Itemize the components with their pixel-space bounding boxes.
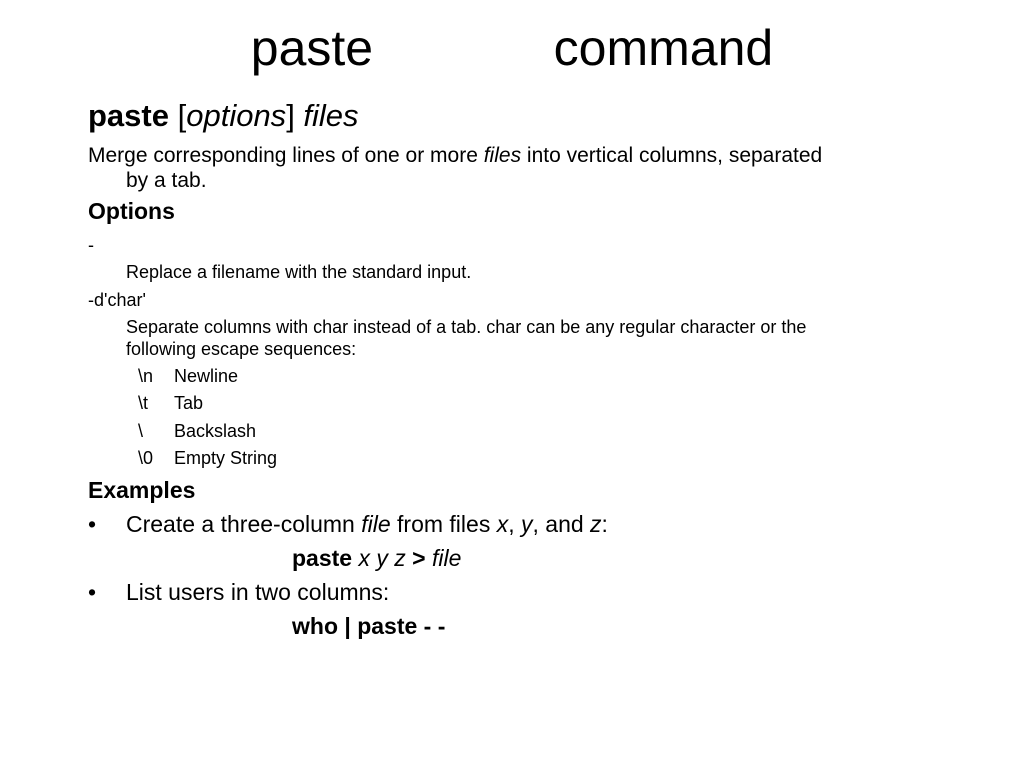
examples-heading: Examples: [88, 477, 196, 503]
syntax-open-bracket: [: [168, 98, 187, 133]
description-before: Merge corresponding lines of one or more: [88, 144, 484, 167]
example-bullet-1: [88, 509, 608, 539]
option-d-description-line2: following escape sequences:: [126, 339, 357, 359]
example-bullet-2: [88, 577, 389, 607]
syntax-files: files: [303, 98, 359, 133]
escape-sequence-backslash: [138, 419, 256, 443]
bullet-icon: •: [88, 579, 97, 605]
example2-cmd: who | paste - -: [292, 613, 446, 639]
escape-meaning: Empty String: [174, 448, 278, 468]
example1-target: file: [425, 545, 462, 571]
example1-command: [292, 543, 461, 573]
example1-redirect: >: [412, 545, 426, 571]
example2-command: [292, 611, 445, 641]
example1-x: x: [496, 511, 509, 537]
escape-meaning: Tab: [174, 393, 204, 413]
description: [88, 143, 968, 193]
example1-text-b: from files: [390, 511, 497, 537]
example2-text: List users in two columns:: [126, 579, 390, 605]
escape-meaning: Backslash: [174, 421, 257, 441]
option-d-description-line1: Separate columns with char instead of a tab. char can be any regular character or the: [126, 317, 807, 337]
escape-code: \0: [138, 448, 154, 468]
option-dash-description: Replace a filename with the standard input.: [126, 262, 472, 282]
example1-z: z: [590, 511, 602, 537]
escape-sequence-tab: [138, 391, 203, 415]
description-continuation: by a tab.: [126, 169, 207, 192]
description-files-word: files: [483, 144, 522, 167]
option-flag-dash: -: [88, 235, 94, 255]
example1-file-word: file: [361, 511, 391, 537]
example1-cmd: paste: [292, 545, 353, 571]
option-flag-d: -d'char': [88, 290, 146, 310]
escape-sequence-empty-string: [138, 446, 277, 470]
escape-code: \t: [138, 393, 149, 413]
example1-and: , and: [532, 511, 591, 537]
options-heading: Options: [88, 198, 175, 224]
description-after: into vertical columns, separated: [521, 144, 823, 167]
example1-y: y: [521, 511, 533, 537]
escape-code: \: [138, 421, 144, 441]
syntax-close-bracket: ]: [286, 98, 304, 133]
syntax-options: options: [186, 98, 287, 133]
escape-code: \n: [138, 366, 154, 386]
example1-text-a: Create a three-column: [126, 511, 362, 537]
example1-colon: :: [601, 511, 608, 537]
bullet-icon: •: [88, 511, 97, 537]
example1-comma: ,: [508, 511, 521, 537]
escape-meaning: Newline: [174, 366, 239, 386]
slide-title: paste command: [250, 20, 774, 76]
syntax-line: [88, 96, 359, 136]
example1-args: x y z: [352, 545, 413, 571]
syntax-command: paste: [88, 98, 169, 133]
escape-sequence-newline: [138, 364, 238, 388]
